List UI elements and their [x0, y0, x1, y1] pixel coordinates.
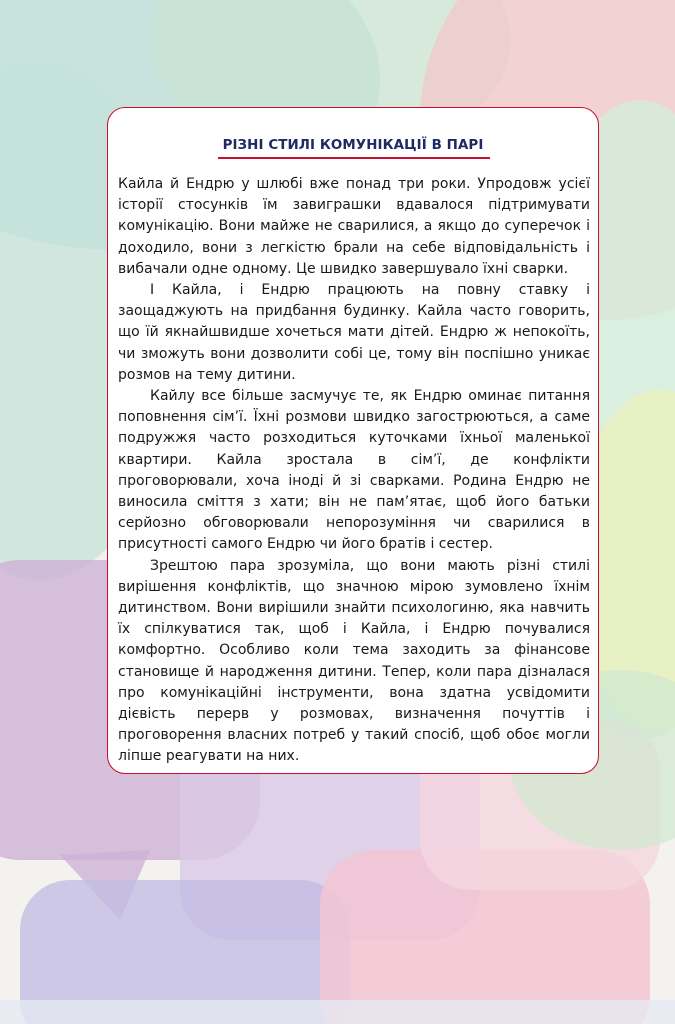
story-title: РІЗНІ СТИЛІ КОМУНІКАЦІЇ В ПАРІ — [222, 138, 484, 153]
story-paragraph-1: Кайла й Ендрю у шлюбі вже понад три роки. Упродовж усієї історії стосунків їм завиграшки вдавалося підтримувати комунікацію. Вони майже не сварилися, а якщо до суперечок і доходило, вони з легкістю брали на себе відповідальність і вибачали одне одному. Це швидко завершувало їхні сварки. — [118, 176, 590, 277]
story-paragraph-4: Зрештою пара зрозуміла, що вони мають різні стилі вирішення конфліктів, що значною мірою зумовлено їхнім дитинством. Вони вирішили знайти психологиню, яка навчить їх спілкуватися так, щоб і Кайла, і Ендрю почувалися комфортно. Особливо коли тема заходить за фінансове становище й народження дитини. Тепер, коли пара дізналася про комунікаційні інструменти, вона здатна усвідомити дієвість перерв у розмовах, визначення почуттів і проговорення власних потреб у такий спосіб, щоб обоє могли ліпше реагувати на них. — [118, 557, 590, 765]
story-body — [118, 174, 590, 768]
title-underline — [218, 157, 490, 159]
story-paragraph-3: Кайлу все більше засмучує те, як Ендрю оминає питання поповнення сім’ї. Їхні розмови швидко загострюються, а саме подружжя часто розходиться куточками їхньої маленької квартири. Кайла зростала в сім’ї, де конфлікти проговорювали, хоча іноді й зі сварками. Родина Ендрю не виносила сміття з хати; він не пам’ятає, щоб його батьки серйозно обговорювали непорозуміння чи сварилися в присутності самого Ендрю чи його братів і сестер. — [118, 388, 590, 553]
story-card — [107, 107, 599, 774]
story-paragraph-2: І Кайла, і Ендрю працюють на повну ставку і заощаджують на придбання будинку. Кайла часто говорить, що їй якнайшвидше хочеться мати дітей. Ендрю ж непокоїть, чи зможуть вони дозволити собі це, тому він поспішно уникає розмов на тему дитини. — [118, 282, 590, 383]
